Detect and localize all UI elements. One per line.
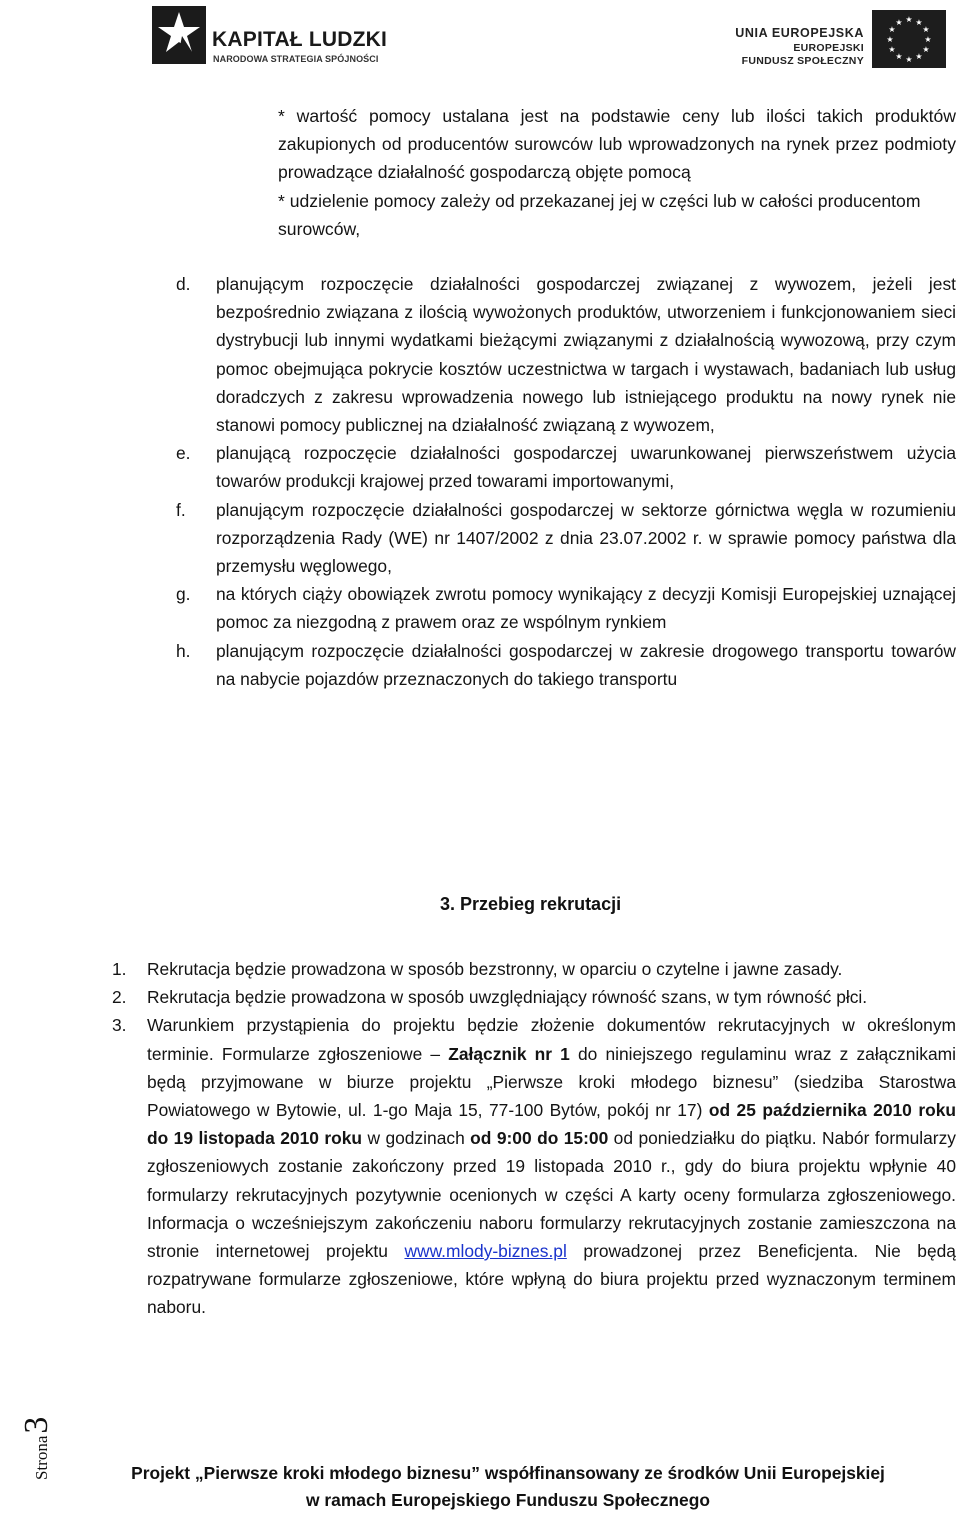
star-logo-icon bbox=[152, 6, 206, 64]
alpha-list bbox=[176, 270, 956, 693]
intro-notes bbox=[278, 102, 956, 243]
list-marker: g. bbox=[176, 584, 191, 605]
attachment-ref: Załącznik nr 1 bbox=[448, 1043, 570, 1064]
footer-line-2: w ramach Europejskiego Funduszu Społecznego bbox=[306, 1490, 710, 1510]
logo-title: KAPITAŁ LUDZKI bbox=[212, 28, 388, 51]
list-marker: 3. bbox=[112, 1015, 127, 1036]
eu-logo-line2: EUROPEJSKI bbox=[793, 42, 864, 54]
list-item bbox=[176, 270, 956, 439]
list-marker: d. bbox=[176, 274, 191, 294]
list-item bbox=[176, 580, 956, 636]
list-marker: e. bbox=[176, 443, 191, 464]
svg-text:★: ★ bbox=[924, 35, 932, 44]
svg-text:★: ★ bbox=[915, 52, 923, 61]
svg-text:★: ★ bbox=[922, 45, 930, 54]
svg-text:★: ★ bbox=[895, 52, 903, 61]
svg-text:★: ★ bbox=[915, 18, 923, 27]
list-item bbox=[112, 983, 956, 1011]
list-item bbox=[112, 955, 956, 983]
date-range: od 25 października 2010 roku do 19 listopada 2010 roku bbox=[147, 1100, 956, 1149]
svg-text:★: ★ bbox=[888, 45, 896, 54]
text-segment: Warunkiem przystąpienia do projektu będzie złożenie dokumentów rekrutacyjnych w określonym terminie. Formularze zgłoszeniowe – bbox=[147, 1015, 956, 1064]
eu-logo bbox=[684, 10, 946, 68]
svg-text:★: ★ bbox=[895, 18, 903, 27]
text-segment: do niniejszego regulaminu wraz z załącznikami będą przyjmowane w biurze projektu „Pierwsze kroki młodego biznesu” (siedziba Starostwa Powiatowego w Bytowie, ul. 1-go Maja 15, 77-100 Bytów, pokój nr 17) bbox=[147, 1043, 956, 1121]
svg-text:★: ★ bbox=[905, 55, 913, 64]
page-number-rotated bbox=[18, 1417, 56, 1480]
text-segment: od poniedziałku do piątku. Nabór formularzy zgłoszeniowych zostanie zakończony przed 19 listopada 2010 r., gdy do biura projektu wpłynie 40 formularzy rekrutacyjnych pozytywnie ocenionych w części A karty oceny formularza zgłoszeniowego. Informacja o wcześniejszym zakończeniu naboru formularzy rekrutacyjnych zostanie zamieszczona na stronie internetowej projektu bbox=[147, 1128, 956, 1262]
text-segment: w godzinach bbox=[362, 1128, 471, 1149]
list-item bbox=[176, 496, 956, 581]
list-marker: 2. bbox=[112, 987, 127, 1008]
list-item bbox=[176, 439, 956, 495]
eu-logo-line3: FUNDUSZ SPOŁECZNY bbox=[741, 55, 864, 67]
footer-line-1: Projekt „Pierwsze kroki młodego biznesu” współfinansowany ze środków Unii Europejskiej bbox=[131, 1463, 885, 1483]
list-item-text bbox=[147, 1011, 956, 1321]
numbered-list bbox=[112, 955, 956, 1322]
list-item-text: planującym rozpoczęcie działalności gospodarczej w sektorze górnictwa węgla w rozumieniu rozporządzenia Rady (WE) nr 1407/2002 z dnia 23.07.2002 r. w sprawie pomocy państwa dla przemysłu węglowego, bbox=[216, 499, 956, 577]
list-item bbox=[176, 637, 956, 693]
hours-range: od 9:00 do 15:00 bbox=[470, 1128, 609, 1149]
page-footer bbox=[60, 1460, 956, 1514]
list-item-text: planującą rozpoczęcie działalności gospodarczej uwarunkowanej pierwszeństwem użycia towarów produkcji krajowej przed towarami importowanymi, bbox=[216, 443, 956, 492]
svg-text:★: ★ bbox=[905, 15, 913, 24]
list-item-text: Rekrutacja będzie prowadzona w sposób bezstronny, w oparciu o czytelne i jawne zasady. bbox=[147, 959, 843, 979]
eu-logo-text bbox=[735, 26, 864, 67]
eu-logo-line1: UNIA EUROPEJSKA bbox=[735, 26, 864, 40]
logo-subtitle: NARODOWA STRATEGIA SPÓJNOŚCI bbox=[213, 54, 379, 64]
intro-note-1: * wartość pomocy ustalana jest na podstawie ceny lub ilości takich produktów zakupionych od producentów surowców lub wprowadzonych na rynek przez podmioty prowadzące działalność gospodarczą objęte pomocą bbox=[278, 106, 956, 183]
kapital-ludzki-logo bbox=[152, 6, 402, 68]
intro-note-2: * udzielenie pomocy zależy od przekazanej jej w części lub w całości producentom surowców, bbox=[278, 190, 921, 239]
list-item-text: planującym rozpoczęcie działalności gospodarczej w zakresie drogowego transportu towarów na nabycie pojazdów przeznaczonych do takiego transportu bbox=[216, 640, 956, 689]
page-label: Strona bbox=[32, 1435, 51, 1480]
list-item bbox=[112, 1011, 956, 1321]
page-number-side bbox=[8, 1360, 55, 1480]
list-item-text: Rekrutacja będzie prowadzona w sposób uwzględniający równość szans, w tym równość płci. bbox=[147, 987, 868, 1008]
list-marker: f. bbox=[176, 499, 186, 520]
list-marker: h. bbox=[176, 640, 191, 661]
list-item-text: na których ciąży obowiązek zwrotu pomocy wynikający z decyzji Komisji Europejskiej uznającej pomoc za niezgodną z prawem oraz ze wspólnym rynkiem bbox=[216, 584, 956, 633]
page-header bbox=[0, 0, 960, 80]
list-item-text: planującym rozpoczęcie działalności gospodarczej związanej z wywozem, jeżeli jest bezpośrednio związana z ilością wywożonych produktów, utworzeniem i funkcjonowaniem sieci dystrybucji lub innymi wydatkami bieżącymi związanymi z działalnością wywozową, przy czym pomoc obejmująca pokrycie kosztów uczestnictwa w targach i wystawach, badaniach lub usług doradczych z zakresu wprowadzenia nowego lub istniejącego produktu na nowy rynek nie stanowi pomocy publicznej na działalność związaną z wywozem, bbox=[216, 274, 956, 436]
svg-text:★: ★ bbox=[922, 25, 930, 34]
svg-text:★: ★ bbox=[886, 35, 894, 44]
eu-flag-icon bbox=[872, 10, 946, 68]
project-website-link[interactable]: www.mlody-biznes.pl bbox=[404, 1241, 567, 1262]
list-marker: 1. bbox=[112, 959, 127, 979]
page-number: 3 bbox=[18, 1416, 55, 1434]
svg-text:★: ★ bbox=[888, 25, 896, 34]
section-heading: 3. Przebieg rekrutacji bbox=[440, 894, 622, 914]
text-segment: prowadzonej przez Beneficjenta. Nie będą rozpatrywane formularze zgłoszeniowe, które wpłyną do biura projektu przed wyznaczonym terminem naboru. bbox=[147, 1241, 956, 1318]
